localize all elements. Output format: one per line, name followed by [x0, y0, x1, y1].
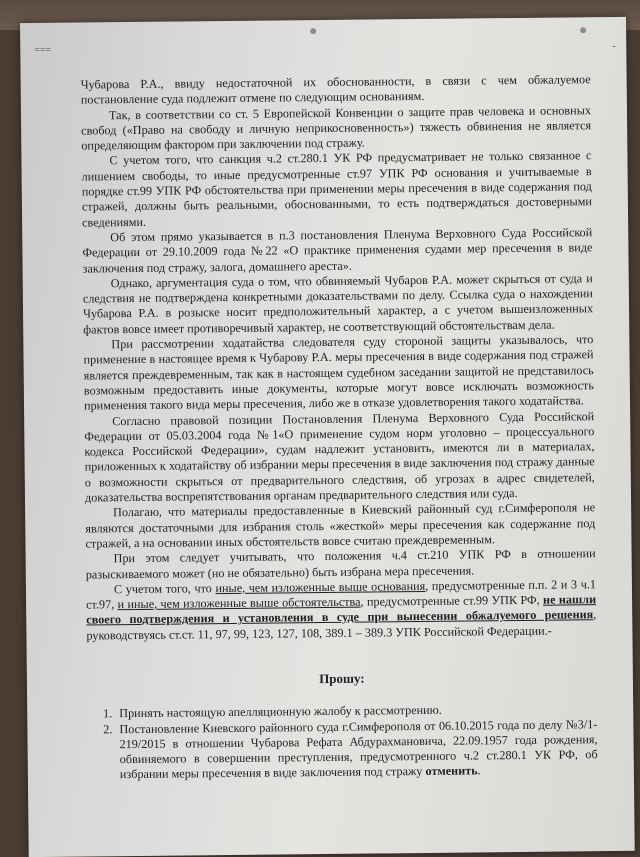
document-body [81, 72, 598, 783]
paragraph: Согласно правовой позиции Постановления Пленума Верховного Суда Российской Федерации от 05.03.2004 года №1«О применение судом норм уголовно – процессуального кодекса Российской Федерации», судам надлежит установить, имеются ли в материалах, приложенных к ходатайству об избрании меры пресечения в виде заключения под стражу данные о возможности скрыться от предварительного следствия, об угрозах в адрес свидетелей, доказательства воспрепятствования органам предварительного следствия или суда. [84, 408, 595, 505]
text-run: С учетом того, что [113, 580, 216, 597]
paragraph: Об этом прямо указывается в п.3 постановления Пленума Верховного Суда Российской Федерации от 29.10.2009 года №22 «О практике применения судами мер пресечения в виде заключения под стражу, залога, домашнего ареста». [82, 225, 593, 276]
paragraph: При рассмотрении ходатайства следователя суду стороной защиты указывалось, что применение в настоящее время к Чубарову Р.А. меры пресечения в виде содержания под стражей является преждевременным, так как в настоящем судебном заседании защитой не представилось возможным предоставить иные документы, которые могут вовсе исключать возможность применения такого вида меры пресечения, либо же в отказе удовлетворения такого ходатайства. [83, 332, 594, 413]
margin-mark-left: === [34, 44, 52, 57]
request-list [87, 701, 598, 783]
bold-underlined-text: не нашли своего подтверждения и установления в суде при вынесении обжалуемого решения [86, 592, 597, 627]
document-page [20, 17, 635, 857]
list-item-text: . [477, 763, 481, 778]
paragraph: Так, в соответствии со ст. 5 Европейской Конвенции о защите прав человека и основных свобод («Право на свободу и личную неприкосновенность») тяжесть обвинения не является определяющим фактором при заключении под стражу. [81, 102, 592, 153]
paragraph: С учетом того, что санкция ч.2 ст.280.1 УК РФ предусматривает не только связанное с лишением свободы, то иные предусмотренные ст.97 УПК РФ основания и учитываемые в порядке ст.99 УПК РФ обстоятельства при применении меры пресечения в виде содержания под стражей, должны быть реальными, обоснованными, то есть подтверждаться достоверными сведениями. [81, 148, 592, 230]
paragraph-conclusion [86, 577, 597, 644]
bold-text: отменить [425, 763, 478, 779]
paragraph: Однако, аргументация суда о том, что обвиняемый Чубаров Р.А. может скрыться от суда и следствия не подтверждена конкретными доказательствами по делу. Ссылка суда о нахождении Чубарова Р.А. в розыске носит предположительный характер, а с учетом вышеизложенных фактов вовсе имеет противоречивый характер, не соответствующий обстоятельствам дела. [82, 271, 594, 337]
list-item [115, 717, 598, 783]
paragraph: Полагаю, что материалы предоставленные в Киевский районный суд г.Симферополя не являются достаточными для избрания столь «жесткой» меры пресечения как содержание под стражей, а на основании иных обстоятельств вовсе считаю преждевременным. [85, 500, 596, 551]
text-run: , предусмотренные п.п. 2 и 3 ч.1 ст.97, [86, 576, 597, 612]
text-run: , предусмотренные ст.99 УПК РФ, [360, 592, 544, 609]
margin-mark-right: - [612, 40, 616, 52]
staple-hole [310, 28, 316, 34]
paragraph: Чубарова Р.А., ввиду недостаточной их обоснованности, в связи с чем обжалуемое постановление суда подлежит отмене по следующим основаниям. [80, 72, 591, 107]
request-heading: Прошу: [319, 670, 365, 687]
list-item-text: Принять настоящую апелляционную жалобу к рассмотрению. [119, 703, 442, 721]
underlined-text: и иные, чем изложенные выше обстоятельства [117, 594, 361, 612]
staple-hole [580, 27, 586, 33]
paragraph: При этом следует учитывать, что положения ч.4 ст.210 УПК РФ в отношении разыскиваемого может (но не обязательно) быть избрана мера пресечения. [85, 546, 596, 582]
list-item-text: Постановление Киевского районного суда г.Симферополя от 06.10.2015 года по делу №3/1-219/2015 в отношении Чубарова Рефата Абдурахмановича, 22.09.1957 года рождения, обвиняемого в совершении преступления, предусмотренного ч.2 ст.280.1 УК РФ, об избрании меры пресечения в виде заключения под стражу [119, 716, 598, 782]
text-run: , руководствуясь ст.ст. 11, 97, 99, 123, 127, 108, 389.1 – 389.3 УПК Российской Федерации.- [86, 607, 597, 643]
underlined-text: иные, чем изложенные выше основания [215, 578, 426, 595]
